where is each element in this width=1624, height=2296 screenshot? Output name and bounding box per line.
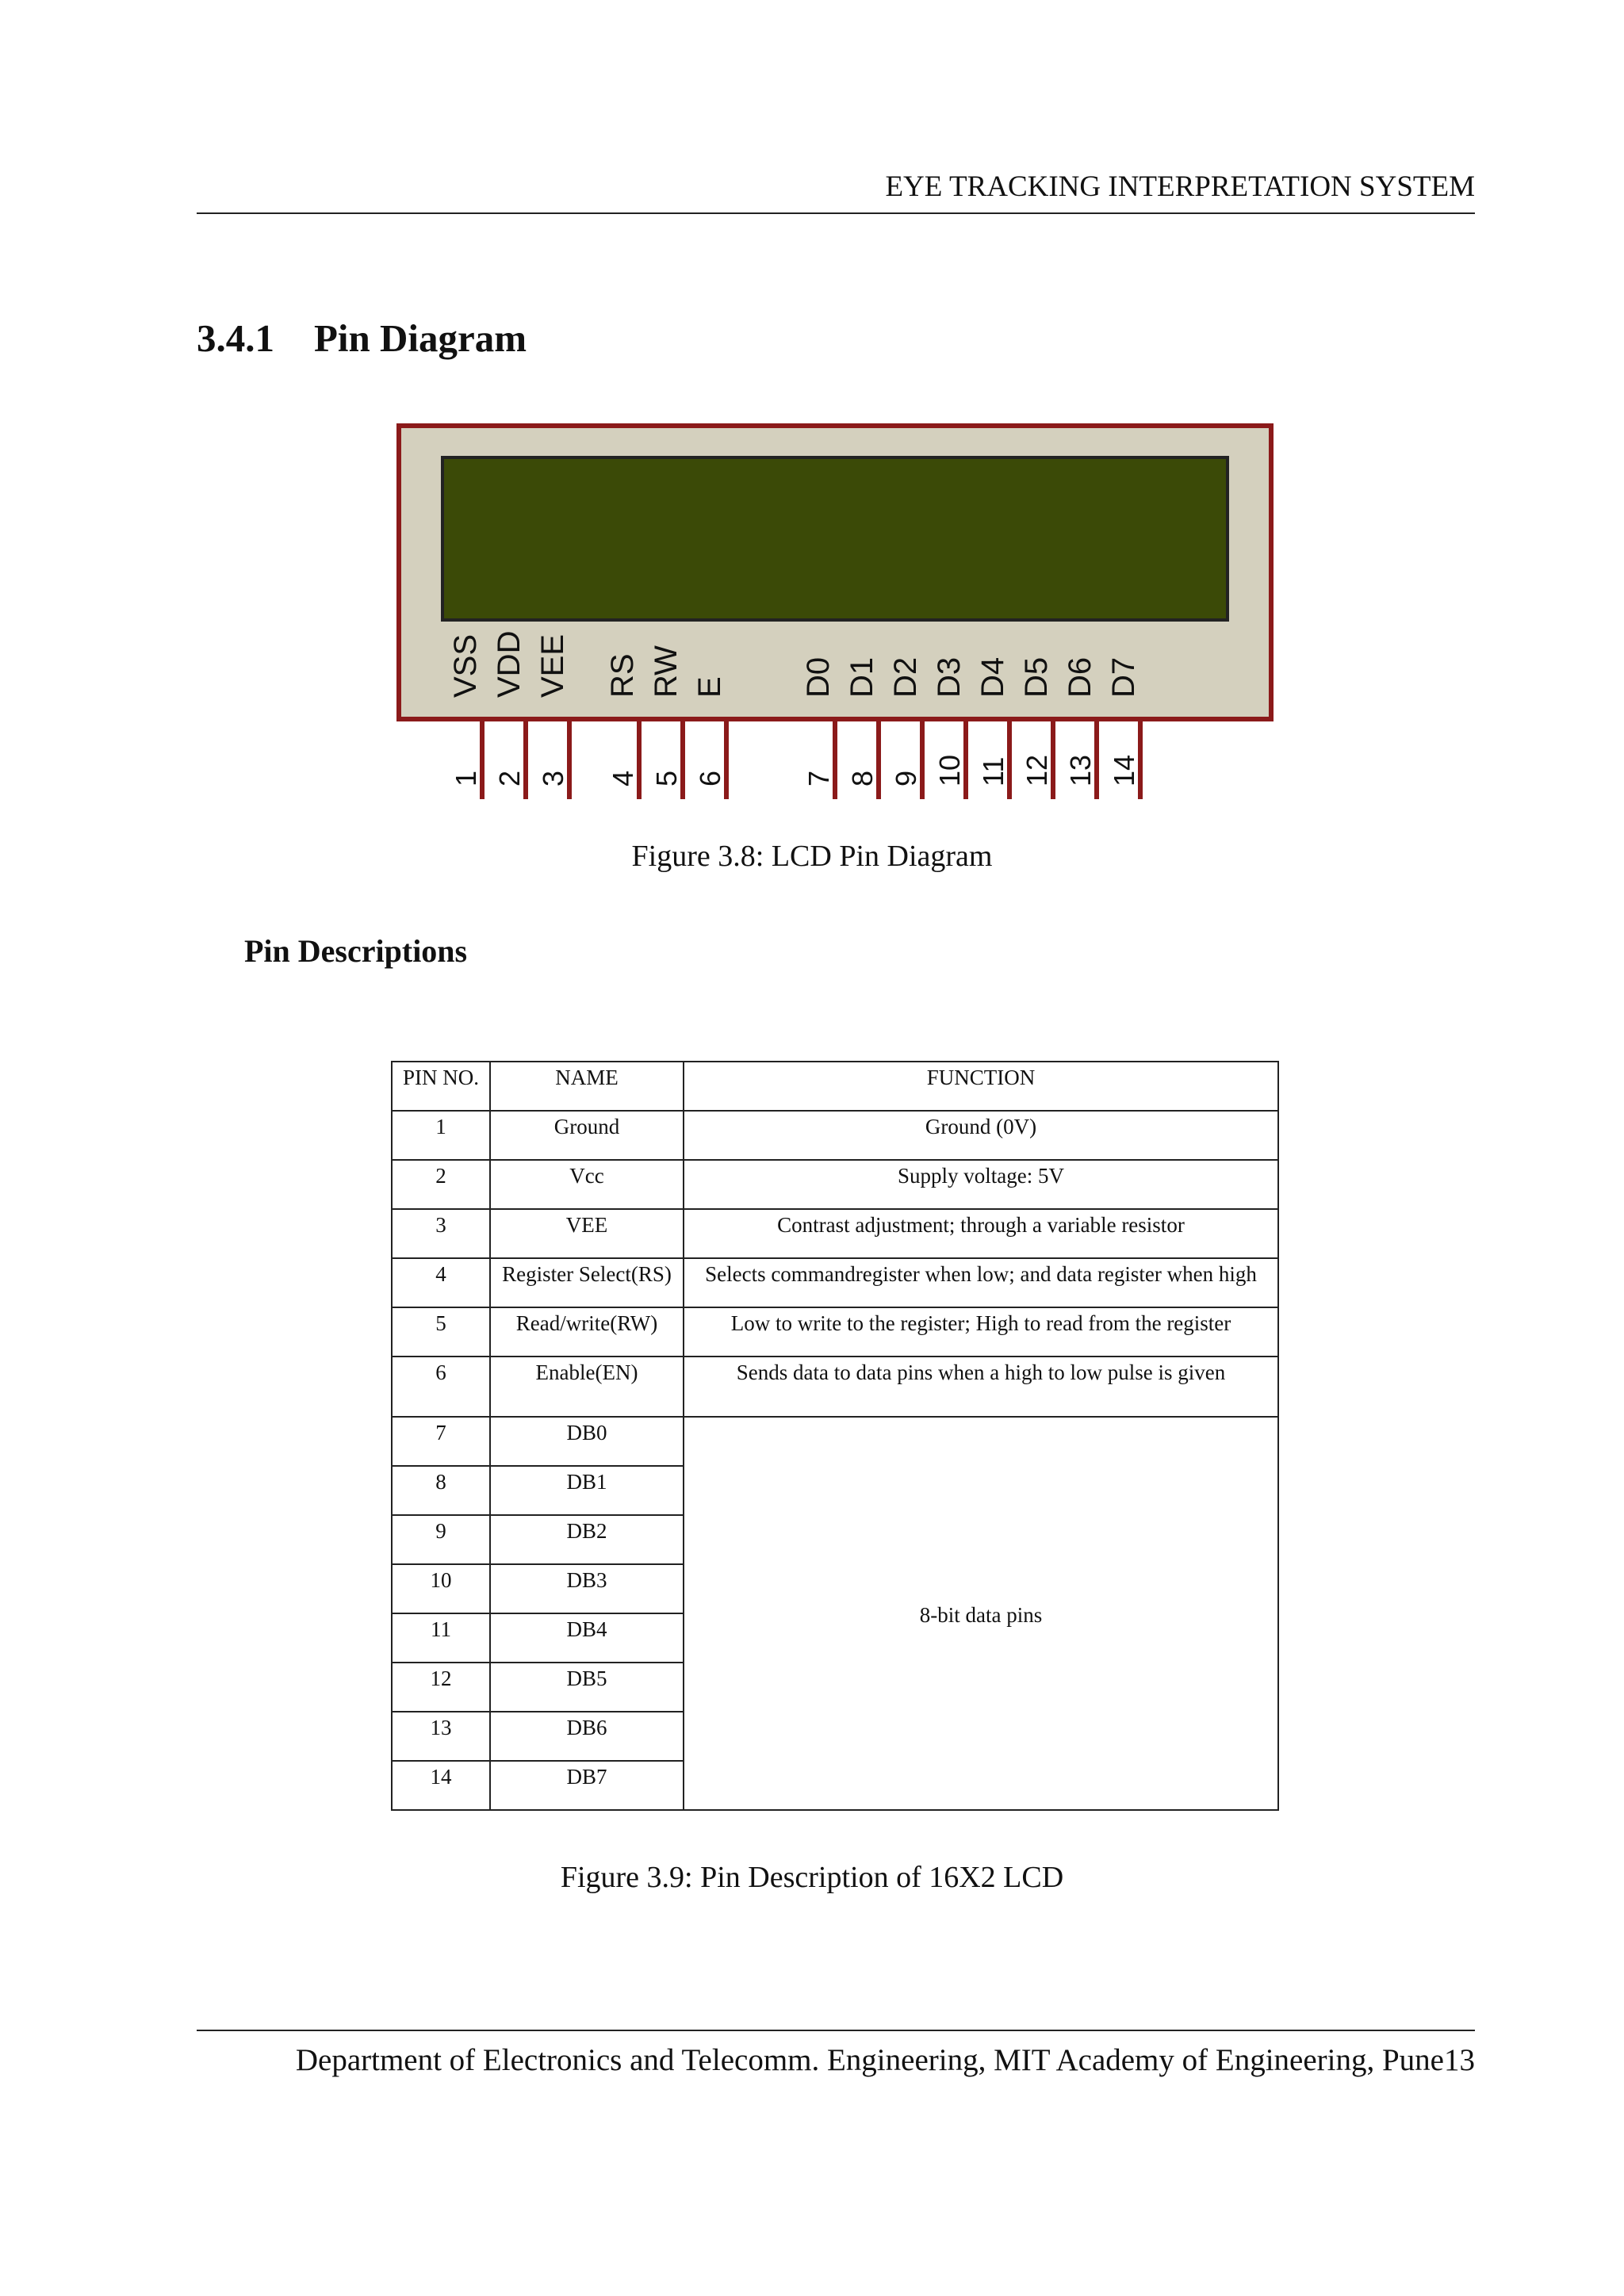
pin-name-cell: DB3 bbox=[490, 1564, 684, 1613]
footer-rule bbox=[197, 2030, 1475, 2031]
pin-2-label: VDD bbox=[492, 630, 527, 698]
pin-5-label: RW bbox=[649, 645, 684, 698]
pin-function-cell: Sends data to data pins when a high to low pulse is given bbox=[684, 1357, 1278, 1417]
pin-number-cell: 7 bbox=[392, 1417, 490, 1466]
pin-11-label: D4 bbox=[975, 656, 1010, 698]
pin-number-cell: 1 bbox=[392, 1111, 490, 1160]
pin-10-number: 10 bbox=[933, 754, 966, 786]
pin-9-number: 9 bbox=[890, 770, 922, 786]
pin-number-cell: 11 bbox=[392, 1613, 490, 1663]
section-heading bbox=[197, 316, 527, 361]
pin-name-cell: DB1 bbox=[490, 1466, 684, 1515]
pin-function-cell: Supply voltage: 5V bbox=[684, 1160, 1278, 1209]
header-rule bbox=[197, 212, 1475, 214]
lcd-screen bbox=[442, 457, 1228, 620]
column-header-function: FUNCTION bbox=[684, 1062, 1278, 1111]
pin-number-cell: 4 bbox=[392, 1258, 490, 1307]
figure-caption-lcd: Figure 3.8: LCD Pin Diagram bbox=[631, 840, 993, 873]
pin-14-number: 14 bbox=[1108, 754, 1140, 786]
pin-12-number: 12 bbox=[1021, 754, 1053, 786]
pin-2-number: 2 bbox=[493, 770, 526, 786]
pin-11-number: 11 bbox=[977, 756, 1009, 786]
column-header-pin-no: PIN NO. bbox=[392, 1062, 490, 1111]
pin-number-cell: 9 bbox=[392, 1515, 490, 1564]
pin-4-number: 4 bbox=[607, 770, 639, 786]
pin-13-number: 13 bbox=[1064, 754, 1097, 786]
pin-number-cell: 14 bbox=[392, 1761, 490, 1810]
pin-number-cell: 8 bbox=[392, 1466, 490, 1515]
pin-1-number: 1 bbox=[450, 770, 482, 786]
lcd-pin-diagram bbox=[396, 423, 1277, 802]
pin-10-label: D3 bbox=[932, 656, 967, 698]
section-number: 3.4.1 bbox=[197, 316, 274, 360]
pin-name-cell: Register Select(RS) bbox=[490, 1258, 684, 1307]
pin-function-cell: Contrast adjustment; through a variable resistor bbox=[684, 1209, 1278, 1258]
pin-8-label: D1 bbox=[845, 656, 879, 698]
pin-number-cell: 2 bbox=[392, 1160, 490, 1209]
table-row bbox=[392, 1258, 1278, 1307]
table-row bbox=[392, 1417, 1278, 1466]
table-row bbox=[392, 1209, 1278, 1258]
pin-14-label: D7 bbox=[1106, 656, 1141, 698]
pin-name-cell: DB7 bbox=[490, 1761, 684, 1810]
pin-number-cell: 6 bbox=[392, 1357, 490, 1417]
pin-name-cell: Vcc bbox=[490, 1160, 684, 1209]
pin-6-number: 6 bbox=[694, 770, 726, 786]
pin-name-cell: Read/write(RW) bbox=[490, 1307, 684, 1357]
pin-name-cell: Ground bbox=[490, 1111, 684, 1160]
pin-7-number: 7 bbox=[802, 770, 835, 786]
table-row bbox=[392, 1357, 1278, 1417]
page-footer: Department of Electronics and Telecomm. Engineering, MIT Academy of Engineering, Pune13 bbox=[295, 2043, 1475, 2077]
pin-number-cell: 3 bbox=[392, 1209, 490, 1258]
pin-3-number: 3 bbox=[537, 770, 569, 786]
pin-13-label: D6 bbox=[1063, 656, 1097, 698]
pin-number-cell: 10 bbox=[392, 1564, 490, 1613]
pin-number-cell: 12 bbox=[392, 1663, 490, 1712]
pin-number-cell: 13 bbox=[392, 1712, 490, 1761]
table-row bbox=[392, 1160, 1278, 1209]
pin-descriptions-heading: Pin Descriptions bbox=[244, 933, 468, 969]
pin-name-cell: DB0 bbox=[490, 1417, 684, 1466]
pin-7-label: D0 bbox=[801, 656, 836, 698]
pin-function-cell: Selects commandregister when low; and data register when high bbox=[684, 1258, 1278, 1307]
running-header: EYE TRACKING INTERPRETATION SYSTEM bbox=[885, 170, 1475, 203]
pin-6-label: E bbox=[692, 676, 727, 698]
figure-caption-table: Figure 3.9: Pin Description of 16X2 LCD bbox=[560, 1861, 1064, 1894]
pin-function-cell: Low to write to the register; High to read from the register bbox=[684, 1307, 1278, 1357]
pin-name-cell: VEE bbox=[490, 1209, 684, 1258]
pin-name-cell: DB6 bbox=[490, 1712, 684, 1761]
column-header-name: NAME bbox=[490, 1062, 684, 1111]
pin-description-table bbox=[391, 1061, 1279, 1811]
pin-3-label: VEE bbox=[535, 633, 570, 698]
pin-number-cell: 5 bbox=[392, 1307, 490, 1357]
data-pins-function-cell: 8-bit data pins bbox=[684, 1417, 1278, 1810]
table-header-row bbox=[392, 1062, 1278, 1111]
pin-8-number: 8 bbox=[846, 770, 879, 786]
pin-name-cell: DB2 bbox=[490, 1515, 684, 1564]
pin-function-cell: Ground (0V) bbox=[684, 1111, 1278, 1160]
pin-9-label: D2 bbox=[888, 656, 923, 698]
pin-name-cell: DB5 bbox=[490, 1663, 684, 1712]
table-row bbox=[392, 1111, 1278, 1160]
pin-12-label: D5 bbox=[1019, 656, 1054, 698]
pin-4-label: RS bbox=[605, 653, 640, 698]
section-title: Pin Diagram bbox=[314, 316, 527, 360]
pin-name-cell: DB4 bbox=[490, 1613, 684, 1663]
pin-name-cell: Enable(EN) bbox=[490, 1357, 684, 1417]
pin-5-number: 5 bbox=[650, 770, 683, 786]
table-row bbox=[392, 1307, 1278, 1357]
pin-1-label: VSS bbox=[448, 633, 483, 698]
